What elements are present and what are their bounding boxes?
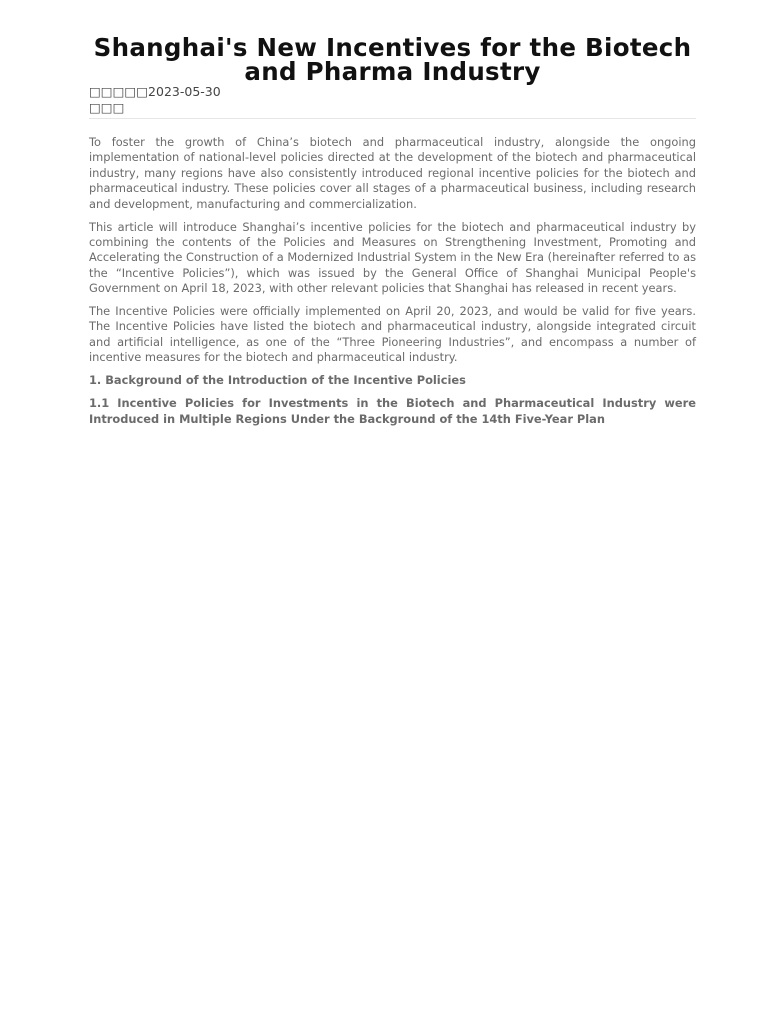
- article: [89, 33, 696, 434]
- page-title: Shanghai's New Incentives for the Biotech and Pharma Industry: [93, 33, 692, 86]
- paragraph-implementation: The Incentive Policies were officially implemented on April 20, 2023, and would be valid for five years. The Incentive Policies have listed the biotech and pharmaceutical industry, alongside integrated circuit and artificial intelligence, as one of the “Three Pioneering Industries”, and encompass a number of incentive measures for the biotech and pharmaceutical industry.: [89, 304, 696, 365]
- paragraph-overview: This article will introduce Shanghai’s incentive policies for the biotech and pharmaceutical industry by combining the contents of the Policies and Measures on Strengthening Investment, Promoting and Accelerating the Construction of a Modernized Industrial System in the New Era (hereinafter referred to as the “Incentive Policies”), which was issued by the General Office of Shanghai Municipal People's Government on April 18, 2023, with other relevant policies that Shanghai has released in recent years.: [89, 219, 696, 296]
- publish-date: □□□□□2023-05-30: [89, 84, 221, 99]
- divider: [89, 118, 696, 119]
- paragraph-intro: To foster the growth of China’s biotech and pharmaceutical industry, alongside the ongoing implementation of national-level policies directed at the development of the biotech and pharmaceutical industry, many regions have also consistently introduced regional incentive policies for the biotech and pharmaceutical industry. These policies cover all stages of a pharmaceutical business, including research and development, manufacturing and commercialization.: [89, 135, 696, 211]
- author: □□□: [89, 100, 125, 115]
- section-heading: 1. Background of the Introduction of the Incentive Policies: [89, 373, 466, 388]
- subsection-heading: 1.1 Incentive Policies for Investments in the Biotech and Pharmaceutical Industry were Introduced in Multiple Regions Under the Background of the 14th Five-Year Plan: [89, 396, 696, 426]
- article-body: [89, 135, 696, 427]
